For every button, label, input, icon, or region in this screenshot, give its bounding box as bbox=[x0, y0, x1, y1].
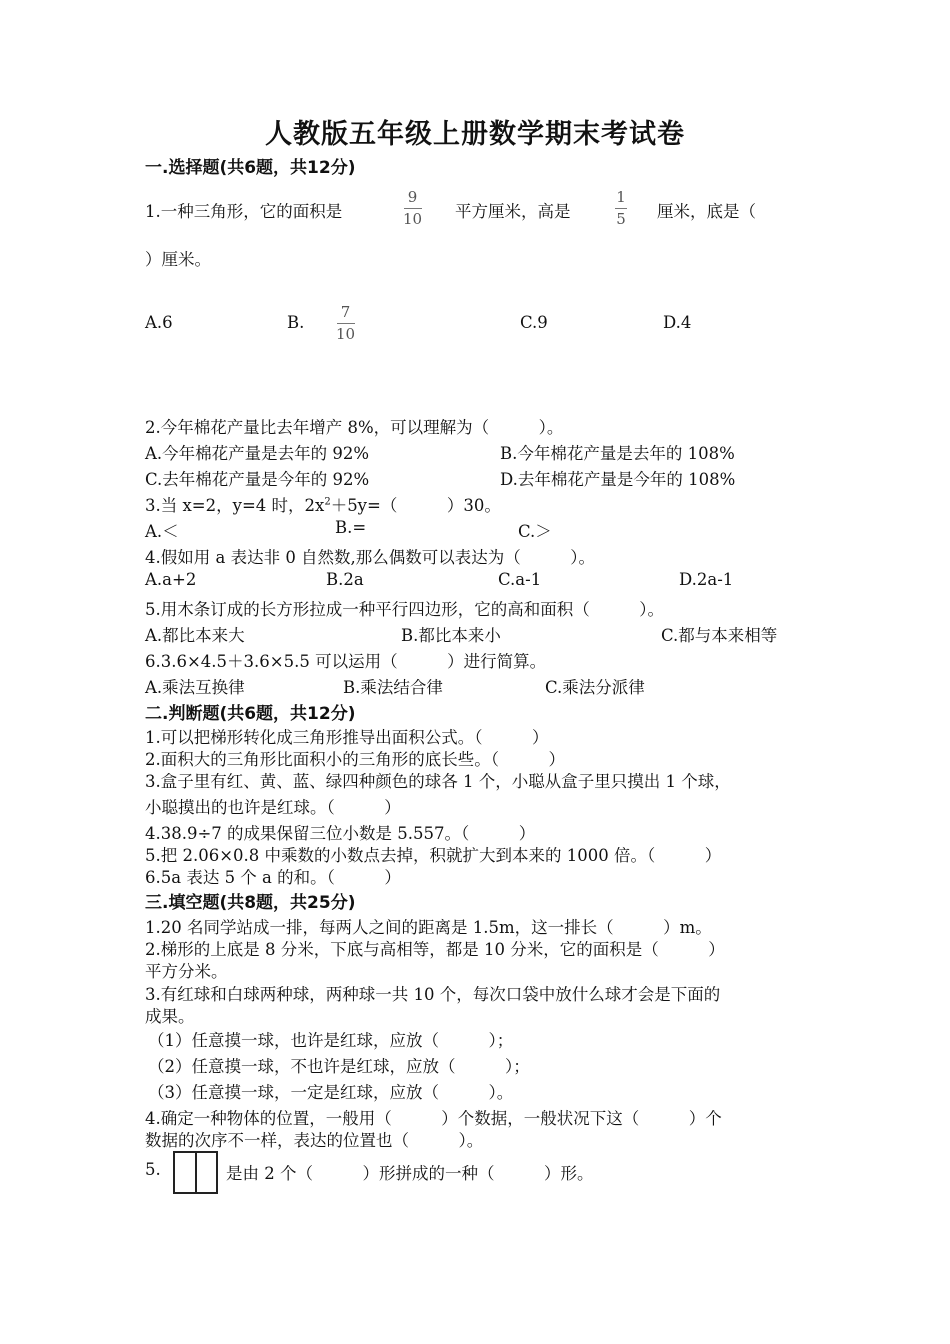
fraction-denominator: 5 bbox=[616, 210, 626, 228]
judge-q2: 2.面积大的三角形比面积小的三角形的底长些。（ ） bbox=[145, 750, 565, 769]
q1-text-b: 平方厘米，高是 bbox=[455, 202, 571, 221]
q3-text-a: 3.当 x=2，y=4 时，2x bbox=[145, 496, 325, 515]
fraction-bar bbox=[615, 208, 627, 209]
fraction-denominator: 10 bbox=[403, 210, 423, 228]
q3-option-c: C.＞ bbox=[518, 522, 552, 541]
q5-text: 5.用木条订成的长方形拉成一种平行四边形，它的高和面积（ ）。 bbox=[145, 600, 664, 619]
judge-q5: 5.把 2.06×0.8 中乘数的小数点去掉，积就扩大到本来的 1000 倍。（ ） bbox=[145, 846, 722, 865]
q3-text-b: ＋5y=（ ）30。 bbox=[330, 496, 501, 515]
q1-option-a: A.6 bbox=[145, 313, 173, 332]
q1-option-b-fraction bbox=[336, 305, 355, 342]
q1-fraction-height bbox=[615, 190, 627, 227]
judge-q3-line1: 3.盒子里有红、黄、蓝、绿四种颜色的球各 1 个，小聪从盒子里只摸出 1 个球， bbox=[145, 772, 731, 791]
section-heading-choice: 一.选择题(共6题，共12分) bbox=[145, 158, 356, 178]
q5-option-a: A.都比本来大 bbox=[145, 626, 245, 645]
fill-q3-line1: 3.有红球和白球两种球，两种球一共 10 个，每次口袋中放什么球才会是下面的 bbox=[145, 985, 721, 1004]
fraction-numerator: 9 bbox=[407, 188, 418, 206]
q2-option-b: B.今年棉花产量是去年的 108% bbox=[500, 444, 735, 463]
fill-q5-number: 5. bbox=[145, 1160, 161, 1179]
q4-option-a: A.a+2 bbox=[145, 570, 197, 589]
two-squares-rectangle-figure bbox=[173, 1151, 218, 1194]
q2-option-a: A.今年棉花产量是去年的 92% bbox=[145, 444, 370, 463]
fraction-numerator: 7 bbox=[340, 303, 351, 321]
q4-option-c: C.a-1 bbox=[498, 570, 542, 589]
page-title: 人教版五年级上册数学期末考试卷 bbox=[265, 119, 685, 150]
fill-q4-line1: 4.确定一种物体的位置，一般用（ ）个数据，一般状况下这（ ）个 bbox=[145, 1109, 722, 1128]
q1-option-d: D.4 bbox=[663, 313, 692, 332]
q1-text-c: 厘米，底是（ bbox=[657, 202, 756, 221]
q4-option-b: B.2a bbox=[326, 570, 364, 589]
q5-option-c: C.都与本来相等 bbox=[661, 626, 778, 645]
fraction-denominator: 10 bbox=[336, 325, 356, 343]
q3-exponent: 2 bbox=[324, 496, 331, 508]
fill-q1: 1.20 名同学站成一排，每两人之间的距离是 1.5m，这一排长（ ）m。 bbox=[145, 918, 712, 937]
q5-option-b: B.都比本来小 bbox=[401, 626, 501, 645]
fill-q3-sub3: （3）任意摸一球，一定是红球，应放（ ）。 bbox=[148, 1083, 514, 1102]
q1-option-b: B. bbox=[287, 313, 305, 332]
q6-option-b: B.乘法结合律 bbox=[343, 678, 443, 697]
q2-option-d: D.去年棉花产量是今年的 108% bbox=[500, 470, 736, 489]
q2-text: 2.今年棉花产量比去年增产 8%，可以理解为（ ）。 bbox=[145, 418, 564, 437]
fill-q2-line1: 2.梯形的上底是 8 分米，下底与高相等，都是 10 分米，它的面积是（ ） bbox=[145, 940, 725, 959]
fill-q5-text: 是由 2 个（ ）形拼成的一种（ ）形。 bbox=[226, 1164, 594, 1183]
q2-option-c: C.去年棉花产量是今年的 92% bbox=[145, 470, 370, 489]
q6-text: 6.3.6×4.5＋3.6×5.5 可以运用（ ）进行简算。 bbox=[145, 652, 547, 671]
fraction-bar bbox=[404, 208, 422, 209]
fill-q3-line2: 成果。 bbox=[145, 1007, 195, 1026]
q1-line2: ）厘米。 bbox=[145, 250, 211, 269]
judge-q1: 1.可以把梯形转化成三角形推导出面积公式。（ ） bbox=[145, 728, 549, 747]
q3-option-a: A.＜ bbox=[145, 522, 179, 541]
fill-q3-sub1: （1）任意摸一球，也许是红球，应放（ ）； bbox=[148, 1031, 514, 1050]
judge-q4: 4.38.9÷7 的成果保留三位小数是 5.557。（ ） bbox=[145, 824, 536, 843]
judge-q3-line2: 小聪摸出的也许是红球。（ ） bbox=[145, 798, 401, 817]
section-heading-fill: 三.填空题(共8题，共25分) bbox=[145, 893, 356, 913]
q1-text-a: 1.一种三角形，它的面积是 bbox=[145, 202, 343, 221]
q4-option-d: D.2a-1 bbox=[679, 570, 734, 589]
q6-option-a: A.乘法互换律 bbox=[145, 678, 245, 697]
q4-text: 4.假如用 a 表达非 0 自然数,那么偶数可以表达为（ ）。 bbox=[145, 548, 596, 567]
judge-q6: 6.5a 表达 5 个 a 的和。（ ） bbox=[145, 868, 401, 887]
rectangle-divider bbox=[195, 1153, 197, 1192]
fill-q2-line2: 平方分米。 bbox=[145, 962, 228, 981]
q3-text bbox=[145, 492, 501, 516]
fill-q3-sub2: （2）任意摸一球，不也许是红球，应放（ ）； bbox=[148, 1057, 530, 1076]
q1-fraction-area bbox=[403, 190, 422, 227]
section-heading-judge: 二.判断题(共6题，共12分) bbox=[145, 704, 356, 724]
fraction-numerator: 1 bbox=[616, 188, 626, 206]
fill-q4-line2: 数据的次序不一样，表达的位置也（ ）。 bbox=[145, 1131, 484, 1150]
fraction-bar bbox=[337, 323, 355, 324]
q1-option-c: C.9 bbox=[520, 313, 548, 332]
q3-option-b: B.= bbox=[335, 518, 367, 537]
q6-option-c: C.乘法分派律 bbox=[545, 678, 645, 697]
